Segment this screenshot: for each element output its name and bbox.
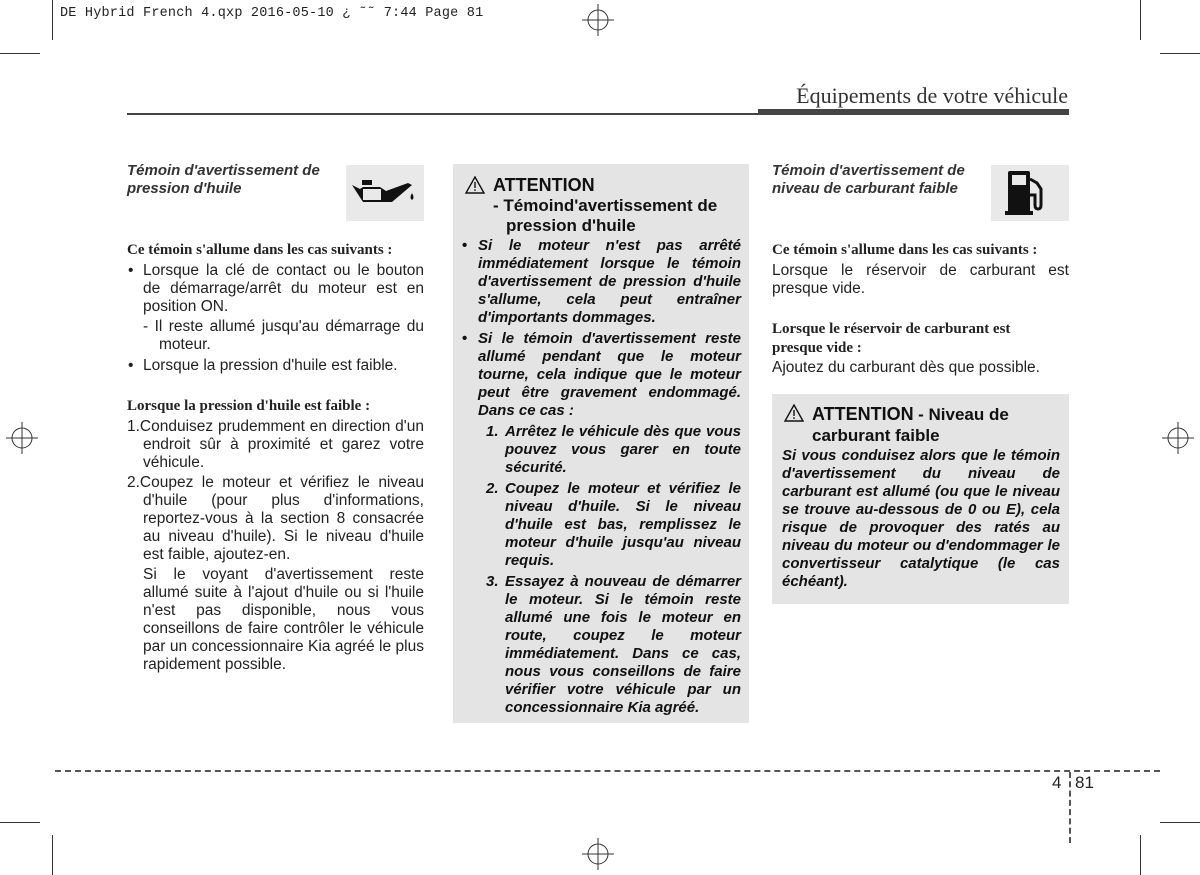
oil-can-icon	[346, 165, 424, 221]
oil-icon-box	[346, 165, 424, 221]
trim-mark	[1160, 822, 1200, 823]
bullet-dash-text: - Il reste allumé jusqu'au démarrage du moteur.	[143, 318, 424, 353]
step-1: 1.Conduisez prudemment en direction d'un endroit sûr à proximité et garez votre véhicule.	[127, 418, 424, 471]
right-intro: Ce témoin s'allume dans les cas suivants :	[772, 242, 1038, 258]
left-subtitle: Témoin d'avertissement de pression d'huile	[127, 162, 320, 197]
attention-title-line2: carburant faible	[812, 426, 940, 445]
step-text: Essayez à nouveau de démarrer le moteur. Si le témoin reste allumé une fois le moteur en route, coupez le moteur immédiatement. Dans ce cas, nous vous conseillons de faire vérifier votre véhicule par un concessionnaire Kia agréé.	[505, 573, 741, 716]
left-bullet-list	[127, 262, 424, 378]
trim-mark	[52, 0, 53, 40]
registration-mark-icon	[582, 838, 614, 870]
print-slug: DE Hybrid French 4.qxp 2016-05-10 ¿ ˜˜ 7:44 Page 81	[60, 6, 484, 21]
trim-mark	[0, 822, 40, 823]
right-low-heading: Lorsque le réservoir de carburant est presque vide :	[772, 321, 1011, 356]
step-number: 1.	[486, 423, 499, 440]
left-steps	[127, 418, 424, 674]
attention-step	[461, 423, 741, 477]
step-extra: Si le voyant d'avertissement reste allumé suite à l'ajout d'huile ou si l'huile n'est pas disponible, nous vous conseillons de faire contrôler le véhicule par un concessionnaire Kia agréé le plus rapidement possible.	[143, 566, 424, 673]
step-number: 3.	[486, 573, 499, 590]
attention-fuel-heading	[812, 404, 1009, 425]
warning-triangle-icon	[784, 404, 804, 422]
attention-step	[461, 573, 741, 717]
trim-mark	[0, 53, 40, 54]
warning-triangle-icon	[465, 176, 485, 194]
trim-mark	[1140, 0, 1141, 40]
attention-item-text: Si le moteur n'est pas arrêté immédiatement lorsque le témoin d'avertissement de pression d'huile s'allume, cela peut entraîner d'importants dommages.	[478, 237, 741, 326]
attention-box-fuel	[772, 394, 1069, 604]
attention-subtitle: - Témoind'avertissement de pression d'huile	[493, 196, 718, 235]
right-subtitle: Témoin d'avertissement de niveau de carburant faible	[772, 162, 965, 197]
page-number: 81	[1075, 773, 1094, 792]
trim-mark	[52, 835, 53, 875]
header-rule-accent	[758, 109, 1069, 115]
bullet-text: Lorsque la pression d'huile est faible.	[143, 357, 398, 374]
left-intro: Ce témoin s'allume dans les cas suivants :	[127, 242, 393, 258]
registration-mark-icon	[582, 4, 614, 36]
trim-mark	[1140, 835, 1141, 875]
left-low-heading: Lorsque la pression d'huile est faible :	[127, 398, 371, 414]
fuel-pump-icon	[991, 165, 1069, 221]
list-item: • Si le moteur n'est pas arrêté immédiatement lorsque le témoin d'avertissement de pression d'huile s'allume, cela peut entraîner d'importants dommages.	[462, 237, 741, 326]
bullet-text: Lorsque la clé de contact ou le bouton de démarrage/arrêt du moteur est en position ON.	[143, 262, 424, 315]
right-low-text: Ajoutez du carburant dès que possible.	[772, 359, 1040, 376]
attention-item-text: Si le témoin d'avertissement reste allumé pendant que le moteur tourne, cela indique que le moteur peut être gravement endommagé. Dans ce cas :	[478, 330, 741, 419]
list-item: • Si le témoin d'avertissement reste allumé pendant que le moteur tourne, cela indique que le moteur peut être gravement endommagé. Dans ce cas :	[462, 330, 741, 419]
list-item: • Lorsque la pression d'huile est faible.	[128, 357, 398, 374]
registration-mark-icon	[6, 422, 38, 454]
footer-rule	[55, 770, 1160, 772]
step-number: 2.	[486, 480, 499, 497]
list-item: • Lorsque la clé de contact ou le bouton de démarrage/arrêt du moteur est en position ON. - Il reste allumé jusqu'au démarrage du moteur.	[128, 262, 424, 353]
attention-title: ATTENTION	[812, 404, 914, 424]
attention-title: ATTENTION	[493, 175, 595, 195]
attention-step	[461, 480, 741, 570]
page-header-title: Équipements de votre véhicule	[796, 83, 1068, 108]
right-intro-text: Lorsque le réservoir de carburant est presque vide.	[772, 262, 1069, 297]
step-2: 2.Coupez le moteur et vérifiez le niveau d'huile (pour plus d'informations, reportez-vous à la section 8 consacrée au niveau d'huile). Si le niveau d'huile est faible, ajoutez-en.	[127, 474, 424, 563]
attention-fuel-body: Si vous conduisez alors que le témoin d'avertissement du niveau de carburant est allumé (ou que le niveau se trouve au-dessous de 0 ou E), cela risque de provoquer des ratés au niveau du moteur ou d'endommager le convertisseur catalytique (le cas échéant).	[782, 447, 1060, 590]
section-number: 4	[1052, 773, 1062, 792]
step-text: Coupez le moteur et vérifiez le niveau d'huile. Si le niveau d'huile est bas, remplissez le moteur d'huile jusqu'au niveau requis.	[505, 480, 741, 569]
trim-mark	[1160, 53, 1200, 54]
attention-box-oil	[453, 164, 749, 723]
footer-divider	[1069, 772, 1071, 843]
attention-title-suffix: - Niveau de	[918, 405, 1009, 424]
attention-body	[461, 237, 741, 720]
registration-mark-icon	[1162, 422, 1194, 454]
fuel-icon-box	[991, 165, 1069, 221]
step-text: Arrêtez le véhicule dès que vous pouvez vous garer en toute sécurité.	[505, 423, 741, 476]
